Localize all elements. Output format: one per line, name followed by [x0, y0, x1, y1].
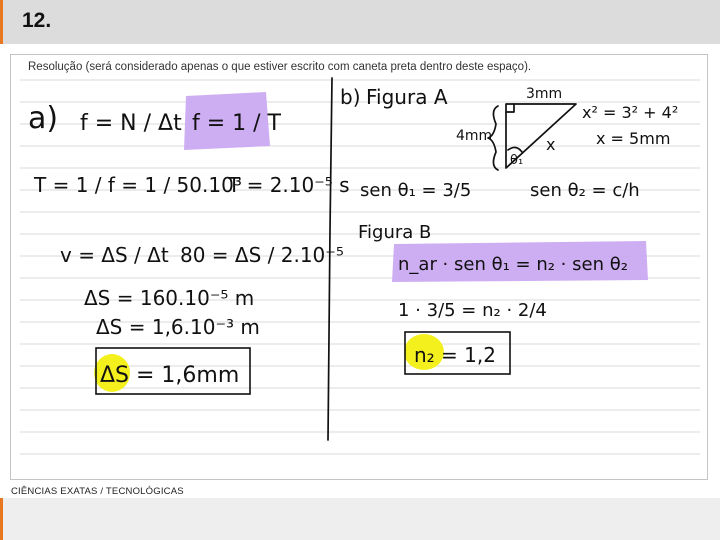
sine-theta-1: sen θ₁ = 3/5 — [360, 180, 472, 201]
triangle-left-side: 4mm — [456, 128, 493, 144]
pythagoras-equation: x² = 3² + 4² — [582, 103, 679, 122]
triangle-sketch — [488, 104, 576, 170]
question-number: 12. — [22, 9, 52, 32]
period-result: T = 2.10⁻⁵ s — [228, 173, 350, 197]
highlighted-frequency-formula: f = 1 / T — [192, 111, 281, 136]
part-b-label: b) — [340, 85, 361, 109]
triangle-hypotenuse: x — [546, 135, 556, 154]
figure-b-label: Figura B — [358, 222, 432, 243]
bottom-band — [0, 498, 720, 540]
speed-formula: v = ΔS / Δt — [60, 243, 169, 267]
final-answer-a: ΔS = 1,6mm — [100, 363, 240, 388]
sine-theta-2: sen θ₂ = c/h — [530, 180, 640, 201]
final-answer-b: n₂ = 1,2 — [414, 343, 496, 367]
triangle-top-side: 3mm — [526, 86, 563, 102]
part-a-label: a) — [28, 101, 59, 136]
sheet-instructions: Resolução (será considerado apenas o que estiver escrito com caneta preta dentro deste espaço). — [28, 61, 532, 73]
snell-substitution: 1 · 3/5 = n₂ · 2/4 — [398, 300, 547, 321]
bottom-accent-bar — [0, 498, 3, 540]
delta-s-step-2: ΔS = 1,6.10⁻³ m — [96, 315, 260, 339]
figure-a-label: Figura A — [366, 85, 448, 109]
subject-footer: CIÊNCIAS EXATAS / TECNOLÓGICAS — [11, 486, 184, 497]
x-result: x = 5mm — [596, 129, 671, 148]
speed-substitution: 80 = ΔS / 2.10⁻⁵ — [180, 243, 344, 267]
frequency-formula: f = N / Δt — [80, 111, 182, 136]
triangle-angle: θ₁ — [510, 153, 524, 168]
snell-law-equation: n_ar · sen θ₁ = n₂ · sen θ₂ — [398, 254, 628, 275]
delta-s-step-1: ΔS = 160.10⁻⁵ m — [84, 286, 255, 310]
period-formula: T = 1 / f = 1 / 50.10³ — [34, 173, 242, 197]
